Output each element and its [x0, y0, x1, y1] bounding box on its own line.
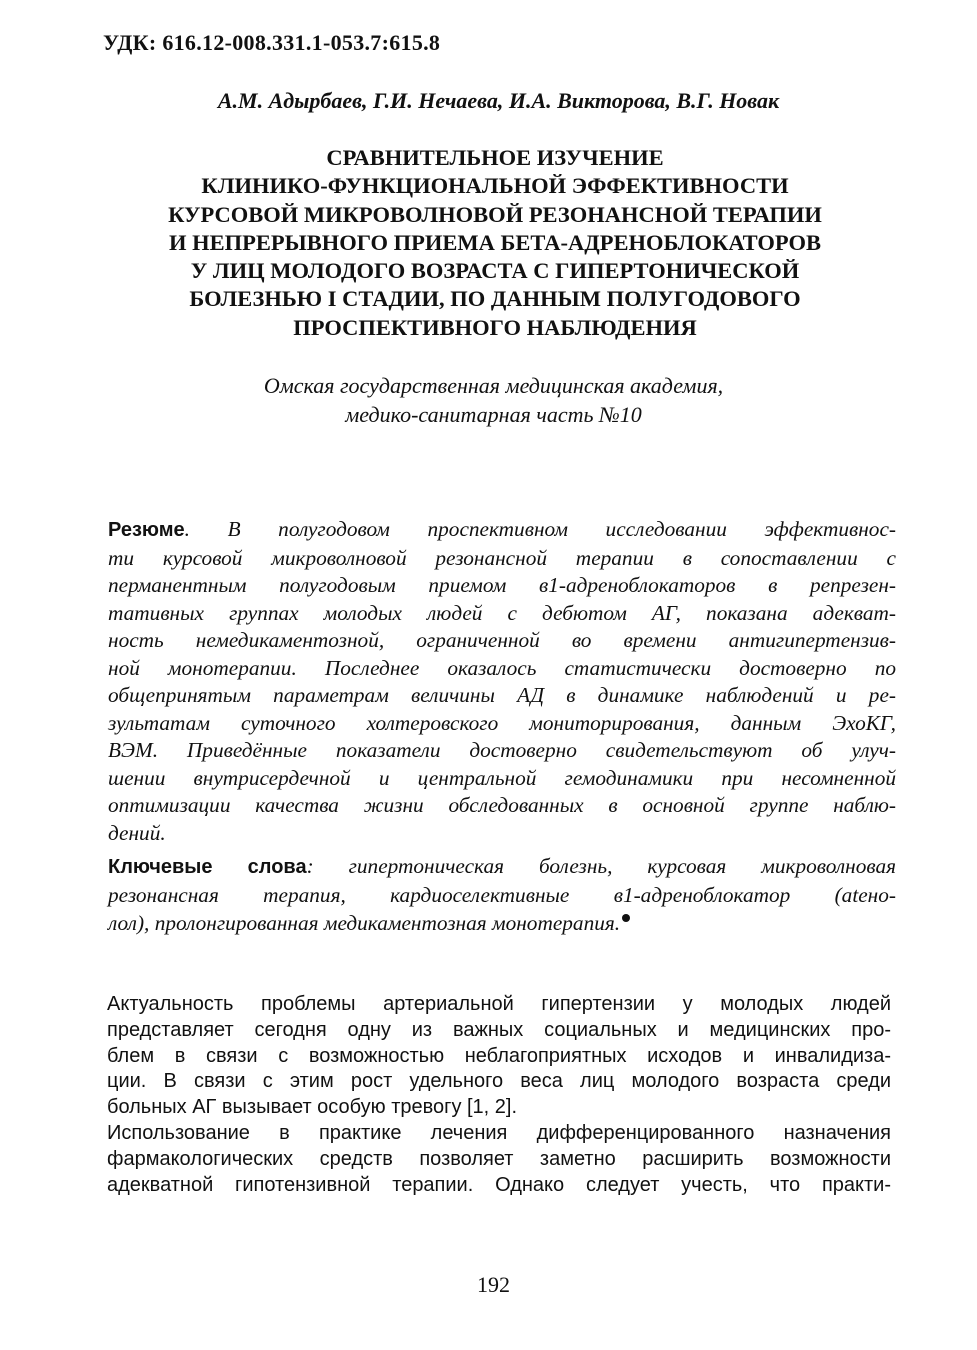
- keywords-line: [108, 852, 896, 881]
- body-line: представляет сегодня одну из важных социальных и медицинских про-: [107, 1018, 891, 1041]
- body-line: Актуальность проблемы артериальной гипертензии у молодых людей: [107, 993, 891, 1015]
- keywords-label: Ключевые слова: [108, 856, 307, 878]
- body-line: блем в связи с возможностью неблагоприятных исходов и инвалидиза-: [107, 1044, 891, 1067]
- abstract-line: шении внутрисердечной и центральной гемодинамики при несомненной: [108, 765, 896, 790]
- keywords-line: резонансная терапия, кардиоселективные в1-адреноблокатор (ateно-: [108, 883, 896, 907]
- body-text: [107, 992, 891, 1198]
- abstract-line: общепринятым параметрам величины АД в динамике наблюдений и ре-: [108, 683, 896, 707]
- abstract-label: Резюме: [108, 519, 185, 541]
- affiliation: [0, 371, 977, 429]
- abstract-line: [108, 516, 896, 545]
- affiliation-line: медико-санитарная часть №10: [345, 402, 642, 427]
- page-number: 192: [477, 1272, 510, 1297]
- body-line: фармакологических средств позволяет заметно расширить возможности: [107, 1147, 891, 1170]
- article-title: [90, 144, 900, 342]
- abstract-line: дений.: [108, 820, 166, 845]
- body-line: Использование в практике лечения дифференцированного назначения: [107, 1121, 891, 1144]
- abstract: [108, 516, 896, 847]
- keywords-line: [108, 909, 896, 937]
- abstract-line: перманентным полугодовым приемом в1-адреноблокаторов в репрезен-: [108, 573, 896, 597]
- authors-line: А.М. Адырбаев, Г.И. Нечаева, И.А. Викторова, В.Г. Новак: [217, 88, 780, 113]
- udk-code: УДК: 616.12-008.331.1-053.7:615.8: [103, 30, 441, 55]
- title-line: У ЛИЦ МОЛОДОГО ВОЗРАСТА С ГИПЕРТОНИЧЕСКОЙ: [190, 258, 800, 284]
- keywords-text: : гипертоническая болезнь, курсовая микроволновая: [306, 854, 896, 878]
- title-line: И НЕПРЕРЫВНОГО ПРИЕМА БЕТА-АДРЕНОБЛОКАТОРОВ: [169, 229, 821, 255]
- title-line: ПРОСПЕКТИВНОГО НАБЛЮДЕНИЯ: [293, 314, 697, 340]
- title-line: КУРСОВОЙ МИКРОВОЛНОВОЙ РЕЗОНАНСНОЙ ТЕРАПИИ: [168, 201, 822, 227]
- abstract-line: зультатам суточного холтеровского мониторирования, данным ЭхоКГ,: [108, 710, 896, 735]
- body-line: ции. В связи с этим рост удельного веса лиц молодого возраста среди: [107, 1070, 891, 1093]
- body-line: больных АГ вызывает особую тревогу [1, 2].: [107, 1096, 518, 1119]
- title-line: БОЛЕЗНЬЮ I СТАДИИ, ПО ДАННЫМ ПОЛУГОДОВОГО: [189, 286, 801, 312]
- abstract-line: ность немедикаментозной, ограниченной во времени антигипертензив-: [108, 628, 896, 652]
- body-line: адекватной гипотензивной терапии. Однако следует учесть, что практи-: [107, 1173, 891, 1196]
- abstract-line: ной монотерапии. Последнее оказалось статистически достоверно по: [108, 655, 896, 680]
- abstract-text: . В полугодовом проспективном исследовании эффективнос-: [184, 517, 896, 541]
- keywords-text: лол), пролонгированная медикаментозная монотерапия.: [108, 911, 621, 935]
- abstract-line: тативных группах молодых людей с дебютом АГ, показана адекват-: [108, 600, 896, 625]
- title-line: СРАВНИТЕЛЬНОЕ ИЗУЧЕНИЕ: [326, 145, 664, 170]
- affiliation-line: Омская государственная медицинская академия,: [263, 373, 724, 398]
- title-line: КЛИНИКО-ФУНКЦИОНАЛЬНОЙ ЭФФЕКТИВНОСТИ: [201, 173, 789, 199]
- abstract-line: оптимизации качества жизни обследованных в основной группе наблю-: [108, 793, 896, 817]
- footnote-marker-icon: [622, 914, 630, 922]
- abstract-line: ВЭМ. Приведённые показатели достоверно свидетельствуют об улуч-: [108, 738, 896, 762]
- keywords: [108, 852, 896, 937]
- abstract-line: ти курсовой микроволновой резонансной терапии в сопоставлении с: [108, 545, 896, 570]
